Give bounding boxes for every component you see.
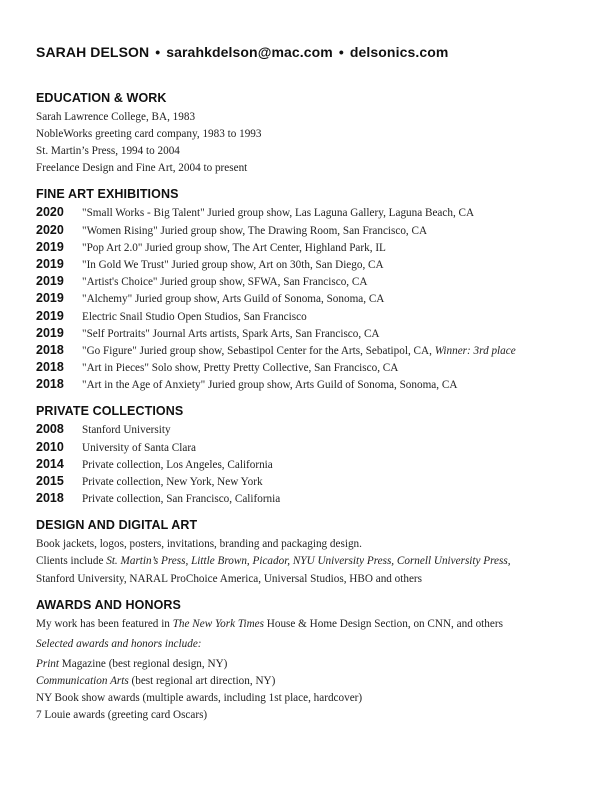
- featured-prefix: My work has been featured in: [36, 617, 170, 630]
- exhibition-year: 2018: [36, 342, 64, 357]
- exhibition-text: "Women Rising" Juried group show, The Drawing Room, San Francisco, CA: [82, 224, 428, 237]
- exhibition-row: [36, 326, 596, 343]
- exhibition-year: 2019: [36, 239, 64, 254]
- collection-year: 2014: [36, 456, 64, 471]
- exhibition-row: [36, 377, 596, 394]
- exhibition-year: 2020: [36, 222, 64, 237]
- exhibition-row: [36, 205, 596, 222]
- exhibitions-section: [36, 187, 596, 394]
- exhibition-award-note: Winner: 3rd place: [434, 344, 516, 357]
- awards-section: [36, 598, 596, 725]
- featured-publication: The New York Times: [172, 617, 264, 630]
- exhibition-text: "Pop Art 2.0" Juried group show, The Art Center, Highland Park, IL: [82, 241, 386, 254]
- education-section: [36, 91, 596, 177]
- collection-row: [36, 474, 596, 491]
- education-item: Freelance Design and Fine Art, 2004 to present: [36, 162, 248, 175]
- section-title-collections: PRIVATE COLLECTIONS: [36, 404, 184, 419]
- exhibition-row: [36, 291, 596, 308]
- clients-publishers: St. Martin’s Press, Little Brown, Picador, NYU University Press, Cornell University Press,: [106, 555, 511, 568]
- award-item: 7 Louie awards (greeting card Oscars): [36, 709, 208, 722]
- exhibition-year: 2019: [36, 291, 64, 306]
- website-link[interactable]: delsonics.com: [349, 44, 449, 60]
- award-publication: Print: [36, 657, 59, 670]
- award-detail: Magazine (best regional design, NY): [61, 657, 228, 670]
- section-title-exhibitions: FINE ART EXHIBITIONS: [36, 187, 179, 202]
- exhibition-row: [36, 223, 596, 240]
- exhibition-row: [36, 240, 596, 257]
- exhibition-row: [36, 360, 596, 377]
- collection-text: Private collection, New York, New York: [82, 476, 263, 488]
- exhibition-row: [36, 274, 596, 291]
- exhibition-year: 2020: [36, 205, 64, 220]
- collection-year: 2018: [36, 491, 64, 506]
- author-name: SARAH DELSON: [36, 44, 150, 60]
- collection-row: [36, 422, 596, 439]
- education-item: Sarah Lawrence College, BA, 1983: [36, 111, 196, 123]
- exhibition-text-main: "Go Figure" Juried group show, Sebastipol Center for the Arts, Sebatipol, CA,: [82, 344, 432, 357]
- collection-year: 2008: [36, 422, 64, 437]
- education-item: St. Martin’s Press, 1994 to 2004: [36, 145, 180, 158]
- exhibition-row: [36, 309, 596, 326]
- exhibition-row: [36, 257, 596, 274]
- collection-text: University of Santa Clara: [82, 441, 197, 454]
- exhibition-text: "Art in Pieces" Solo show, Pretty Pretty Collective, San Francisco, CA: [82, 362, 399, 375]
- resume-header: [36, 44, 596, 60]
- award-item: [36, 673, 596, 690]
- clients-prefix: Clients include: [36, 555, 104, 568]
- exhibition-year: 2019: [36, 256, 64, 271]
- email-link[interactable]: sarahkdelson@mac.com: [166, 44, 333, 60]
- resume-page: [36, 44, 596, 724]
- exhibition-text: "Small Works - Big Talent" Juried group show, Las Laguna Gallery, Laguna Beach, CA: [82, 207, 475, 220]
- selected-awards-label: [36, 636, 596, 653]
- design-line: Stanford University, NARAL ProChoice America, Universal Studios, HBO and others: [36, 572, 423, 585]
- separator-bullet: •: [155, 44, 161, 60]
- separator-bullet: •: [338, 44, 344, 60]
- design-clients-line: [36, 553, 596, 570]
- award-item: NY Book show awards (multiple awards, including 1st place, hardcover): [36, 692, 363, 705]
- selected-awards-text: Selected awards and honors include:: [36, 637, 202, 650]
- award-item: [36, 656, 596, 673]
- exhibition-text: [82, 345, 516, 357]
- exhibition-text: Electric Snail Studio Open Studios, San Francisco: [82, 310, 307, 323]
- exhibition-text: "Art in the Age of Anxiety" Juried group show, Arts Guild of Sonoma, Sonoma, CA: [82, 379, 458, 392]
- exhibition-year: 2019: [36, 325, 64, 340]
- exhibition-text: "Artist's Choice" Juried group show, SFWA, San Francisco, CA: [82, 276, 368, 289]
- award-publication: Communication Arts: [36, 674, 129, 687]
- collection-text: Private collection, San Francisco, California: [82, 493, 281, 506]
- education-item: NobleWorks greeting card company, 1983 to 1993: [36, 128, 262, 141]
- award-detail: (best regional art direction, NY): [131, 674, 276, 687]
- collection-row: [36, 440, 596, 457]
- exhibition-year: 2019: [36, 274, 64, 289]
- design-line: Book jackets, logos, posters, invitations, branding and packaging design.: [36, 538, 362, 551]
- featured-suffix: House & Home Design Section, on CNN, and others: [266, 617, 503, 630]
- exhibition-row: [36, 343, 596, 360]
- collection-text: Private collection, Los Angeles, California: [82, 458, 273, 471]
- design-section: [36, 518, 596, 587]
- collection-row: [36, 457, 596, 474]
- exhibition-text: "Alchemy" Juried group show, Arts Guild of Sonoma, Sonoma, CA: [82, 293, 385, 306]
- collection-year: 2010: [36, 439, 64, 454]
- awards-featured-line: [36, 616, 596, 633]
- section-title-design: DESIGN AND DIGITAL ART: [36, 518, 198, 533]
- exhibition-year: 2018: [36, 377, 64, 392]
- exhibition-year: 2018: [36, 360, 64, 375]
- exhibition-text: "In Gold We Trust" Juried group show, Art on 30th, San Diego, CA: [82, 258, 384, 271]
- section-title-education: EDUCATION & WORK: [36, 91, 167, 105]
- collections-section: [36, 404, 596, 508]
- exhibition-text: "Self Portraits" Journal Arts artists, Spark Arts, San Francisco, CA: [82, 327, 380, 340]
- section-title-awards: AWARDS AND HONORS: [36, 597, 181, 612]
- collection-row: [36, 491, 596, 508]
- exhibition-year: 2019: [36, 308, 64, 323]
- collection-year: 2015: [36, 474, 64, 488]
- collection-text: Stanford University: [82, 424, 171, 437]
